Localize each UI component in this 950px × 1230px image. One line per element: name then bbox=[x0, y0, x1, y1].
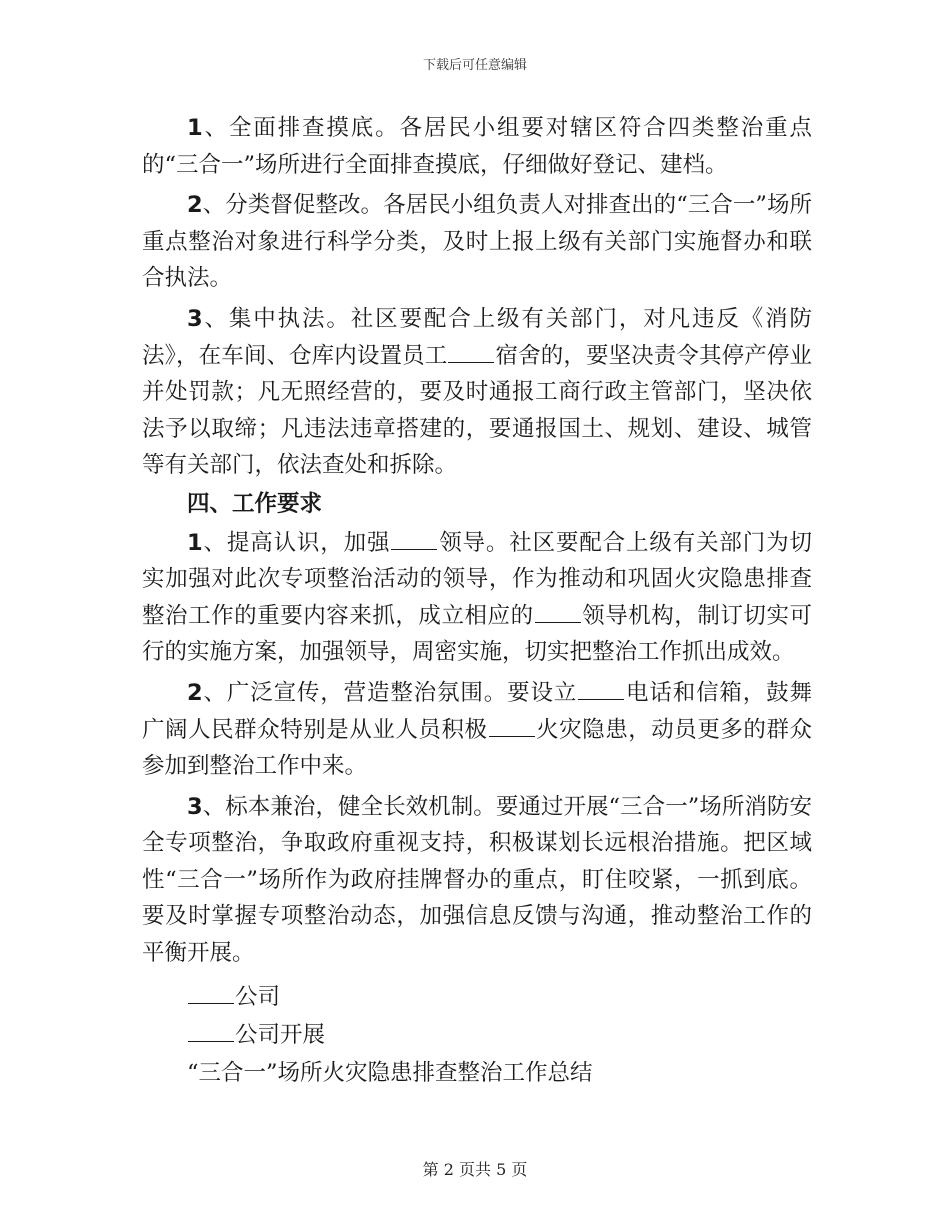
paragraph-text: 、广泛宣传，营造整治氛围。要设立 bbox=[202, 679, 578, 706]
signature-line-2 bbox=[142, 1016, 812, 1054]
requirement-3 bbox=[142, 789, 812, 972]
document-body bbox=[142, 110, 812, 1092]
fill-blank bbox=[391, 529, 437, 550]
paragraph-text: 领导机构，制订切实可行的实施方案，加强领导，周密实施，切实把整治工作抓出成效。 bbox=[142, 602, 812, 666]
signature-text: 公司 bbox=[235, 983, 281, 1010]
paragraph-text: 火灾隐患，动员更多的群众参加到整治工作中来。 bbox=[142, 716, 812, 780]
paragraph-text: 、全面排查摸底。各居民小组要对辖区符合四类整治重点的“三合一”场所进行全面排查摸底，仔细做好登记、建档。 bbox=[142, 115, 812, 178]
page-footer: 第 2 页共 5 页 bbox=[422, 1160, 528, 1179]
paragraph-3 bbox=[142, 301, 812, 484]
requirement-2 bbox=[142, 675, 812, 785]
item-number: 1 bbox=[187, 529, 203, 556]
item-number: 3 bbox=[187, 305, 203, 332]
item-number: 2 bbox=[187, 192, 203, 219]
fill-blank bbox=[188, 983, 234, 1004]
paragraph-2 bbox=[142, 187, 812, 297]
page-header: 下载后可任意编辑 bbox=[422, 58, 527, 73]
fill-blank bbox=[188, 1021, 234, 1042]
paragraph-text: 电话和信箱，鼓舞广阔人民群众特别是从业人员积极 bbox=[142, 679, 812, 743]
fill-blank bbox=[535, 602, 581, 623]
signature-line-1 bbox=[142, 978, 812, 1016]
fill-blank bbox=[578, 679, 624, 700]
paragraph-text: 、提高认识，加强 bbox=[202, 529, 391, 556]
item-number: 1 bbox=[187, 115, 203, 141]
fill-blank bbox=[448, 342, 494, 363]
item-number: 3 bbox=[187, 793, 203, 820]
paragraph-text: 宿舍的，要坚决责令其停产停业并处罚款；凡无照经营的，要及时通报工商行政主管部门，坚决依法予以取缔；凡违法违章搭建的，要通报国土、规划、建设、城管等有关部门，依法查处和拆除。 bbox=[142, 342, 812, 479]
section-heading: 四、工作要求 bbox=[187, 490, 323, 517]
signature-text: 公司开展 bbox=[235, 1021, 326, 1048]
requirement-1 bbox=[142, 525, 812, 671]
paragraph-1 bbox=[142, 110, 812, 183]
item-number: 2 bbox=[187, 679, 203, 706]
paragraph-text: 、标本兼治，健全长效机制。要通过开展“三合一”场所消防安全专项整治，争取政府重视支持，积极谋划长远根治措施。把区域性“三合一”场所作为政府挂牌督办的重点，盯住咬紧，一抓到底。要及时掌握专项整治动态，加强信息反馈与沟通，推动整治工作的平衡开展。 bbox=[142, 793, 812, 967]
closing-title: “三合一”场所火灾隐患排查整治工作总结 bbox=[187, 1059, 593, 1086]
paragraph-text: 领导。社区要配合上级有关部门为切实加强对此次专项整治活动的领导，作为推动和巩固火灾隐患排查整治工作的重要内容来抓，成立相应的 bbox=[142, 529, 812, 629]
paragraph-text: 、分类督促整改。各居民小组负责人对排查出的“三合一”场所重点整治对象进行科学分类，及时上报上级有关部门实施督办和联合执法。 bbox=[142, 192, 812, 292]
paragraph-text: 、集中执法。社区要配合上级有关部门，对凡违反《消防法》，在车间、仓库内设置员工 bbox=[142, 305, 812, 369]
fill-blank bbox=[489, 716, 535, 737]
